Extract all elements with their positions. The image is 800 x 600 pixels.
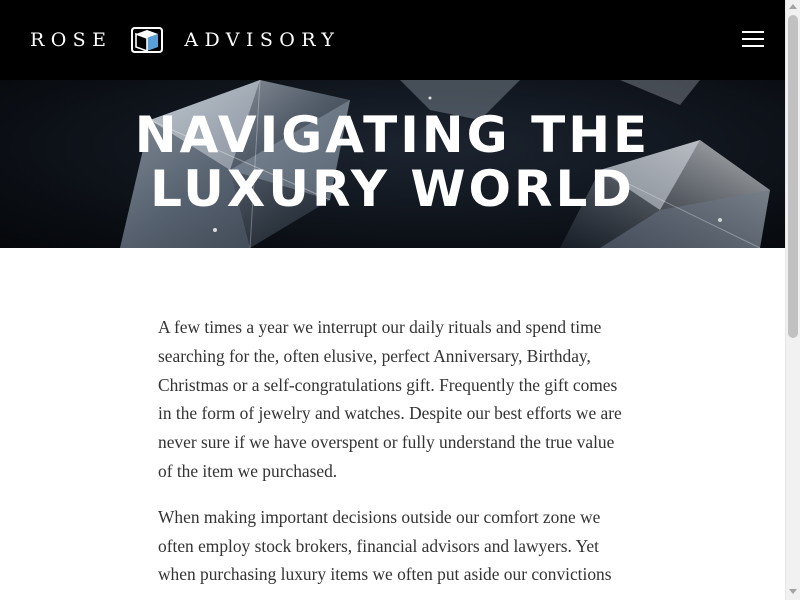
article-body <box>158 313 628 600</box>
page-title-line-2: LUXURY WORLD <box>150 160 635 218</box>
vertical-scrollbar[interactable] <box>785 0 800 600</box>
rose-advisory-cube-logo-icon <box>130 25 164 55</box>
article-paragraph-2: When making important decisions outside our comfort zone we often employ stock brokers, financial advisors and lawyers. Yet when purchasing luxury items we often put aside our convictions <box>158 506 612 585</box>
brand-name-rose: ROSE <box>30 29 113 51</box>
hamburger-menu-icon[interactable] <box>742 30 766 50</box>
scrollbar-thumb[interactable] <box>788 15 798 338</box>
scroll-up-arrow-icon[interactable] <box>789 4 797 9</box>
hero-banner <box>0 80 785 248</box>
scroll-down-arrow-icon[interactable] <box>789 589 797 594</box>
brand-logo-link[interactable] <box>30 24 340 56</box>
brand-name-advisory: ADVISORY <box>184 29 341 51</box>
menu-bar-bottom <box>742 45 764 47</box>
page-title-line-1: NAVIGATING THE <box>134 106 651 164</box>
menu-bar-top <box>742 31 764 33</box>
site-header <box>0 0 785 80</box>
menu-bar-middle <box>742 38 764 40</box>
page-title <box>0 108 785 216</box>
article-paragraph-1: A few times a year we interrupt our daily rituals and spend time searching for the, often elusive, perfect Anniversary, Birthday, Christmas or a self-congratulations gift. Frequently the gift comes in the form of jewelry and watches. Despite our best efforts we are never sure if we have overspent or fully understand the true value of the item we purchased. <box>158 317 622 481</box>
